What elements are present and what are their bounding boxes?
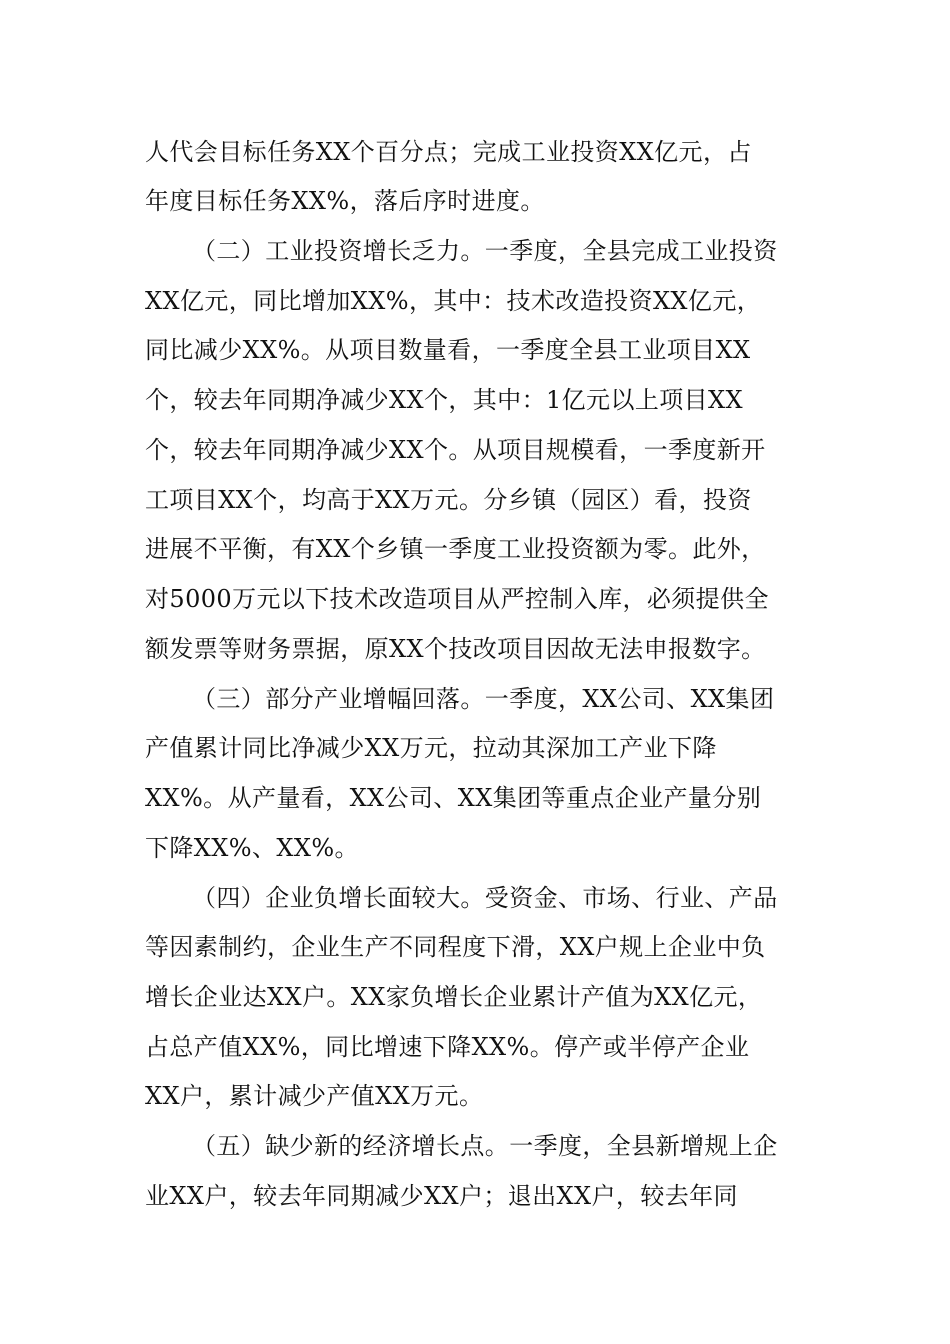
text-line: 同比减少XX%。从项目数量看，一季度全县工业项目XX bbox=[145, 336, 751, 364]
text-line: 增长企业达XX户。XX家负增长企业累计产值为XX亿元， bbox=[145, 983, 763, 1011]
text-line: 业XX户，较去年同期减少XX户；退出XX户，较去年同 bbox=[145, 1182, 738, 1210]
text-line: XX户，累计减少产值XX万元。 bbox=[145, 1082, 484, 1110]
text-line: 下降XX%、XX%。 bbox=[145, 834, 359, 862]
text-line: 人代会目标任务XX个百分点；完成工业投资XX亿元，占 bbox=[145, 138, 752, 166]
text-line: 等因素制约，企业生产不同程度下滑，XX户规上企业中负 bbox=[145, 933, 766, 961]
text-line: XX%。从产量看，XX公司、XX集团等重点企业产量分别 bbox=[145, 784, 762, 812]
text-line: XX亿元，同比增加XX%，其中：技术改造投资XX亿元， bbox=[145, 287, 762, 315]
section-heading-line: （五）缺少新的经济增长点。一季度，全县新增规上企 bbox=[192, 1132, 778, 1160]
text-line: 年度目标任务XX%，落后序时进度。 bbox=[145, 187, 545, 215]
text-line: 产值累计同比净减少XX万元，拉动其深加工产业下降 bbox=[145, 734, 717, 762]
text-line: 额发票等财务票据，原XX个技改项目因故无法申报数字。 bbox=[145, 635, 766, 663]
text-line: 个，较去年同期净减少XX个，其中：1亿元以上项目XX bbox=[145, 386, 744, 414]
text-line: 占总产值XX%，同比增速下降XX%。停产或半停产企业 bbox=[145, 1033, 750, 1061]
text-line: 进展不平衡，有XX个乡镇一季度工业投资额为零。此外， bbox=[145, 535, 766, 563]
section-heading-line: （三）部分产业增幅回落。一季度，XX公司、XX集团 bbox=[192, 685, 775, 713]
section-heading-line: （四）企业负增长面较大。受资金、市场、行业、产品 bbox=[192, 884, 778, 912]
text-line: 工项目XX个，均高于XX万元。分乡镇（园区）看，投资 bbox=[145, 486, 752, 514]
section-heading-line: （二）工业投资增长乏力。一季度，全县完成工业投资 bbox=[192, 237, 778, 265]
text-line: 对5000万元以下技术改造项目从严控制入库，必须提供全 bbox=[145, 585, 769, 613]
text-line: 个，较去年同期净减少XX个。从项目规模看，一季度新开 bbox=[145, 436, 766, 464]
